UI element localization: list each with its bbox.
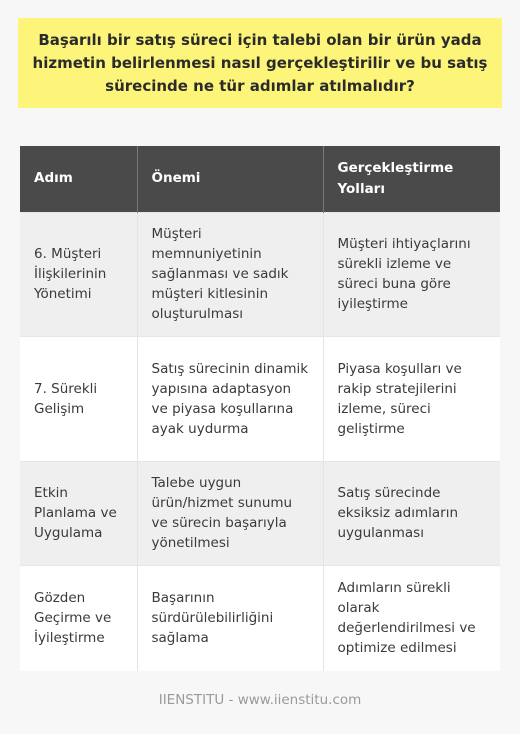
table-row [20, 565, 500, 671]
cell-methods: Piyasa koşulları ve rakip stratejilerini izleme, süreci geliştirme [323, 336, 500, 461]
cell-step: 7. Sürekli Gelişim [20, 336, 137, 461]
title-banner [18, 18, 502, 108]
page-title: Başarılı bir satış süreci için talebi olan bir ürün yada hizmetin belirlenmesi nasıl gerçekleştirilir ve bu satış sürecinde ne tür adımlar atılmalıdır? [32, 30, 488, 95]
table-row [20, 212, 500, 336]
table-row [20, 461, 500, 565]
header-importance: Önemi [137, 146, 323, 212]
cell-methods: Müşteri ihtiyaçlarını sürekli izleme ve süreci buna göre iyileştirme [323, 212, 500, 336]
cell-step: Gözden Geçirme ve İyileştirme [20, 565, 137, 671]
cell-step: 6. Müşteri İlişkilerinin Yönetimi [20, 212, 137, 336]
table-row [20, 336, 500, 461]
steps-table [20, 146, 500, 671]
cell-importance: Müşteri memnuniyetinin sağlanması ve sadık müşteri kitlesinin oluşturulması [137, 212, 323, 336]
cell-step: Etkin Planlama ve Uygulama [20, 461, 137, 565]
cell-importance: Satış sürecinin dinamik yapısına adaptasyon ve piyasa koşullarına ayak uydurma [137, 336, 323, 461]
table-header-row [20, 146, 500, 212]
header-methods: Gerçekleştirme Yolları [323, 146, 500, 212]
header-step: Adım [20, 146, 137, 212]
cell-importance: Başarının sürdürülebilirliğini sağlama [137, 565, 323, 671]
footer-credit: IIENSTITU - www.iienstitu.com [158, 692, 362, 708]
cell-importance: Talebe uygun ürün/hizmet sunumu ve sürecin başarıyla yönetilmesi [137, 461, 323, 565]
cell-methods: Satış sürecinde eksiksiz adımların uygulanması [323, 461, 500, 565]
cell-methods: Adımların sürekli olarak değerlendirilmesi ve optimize edilmesi [323, 565, 500, 671]
